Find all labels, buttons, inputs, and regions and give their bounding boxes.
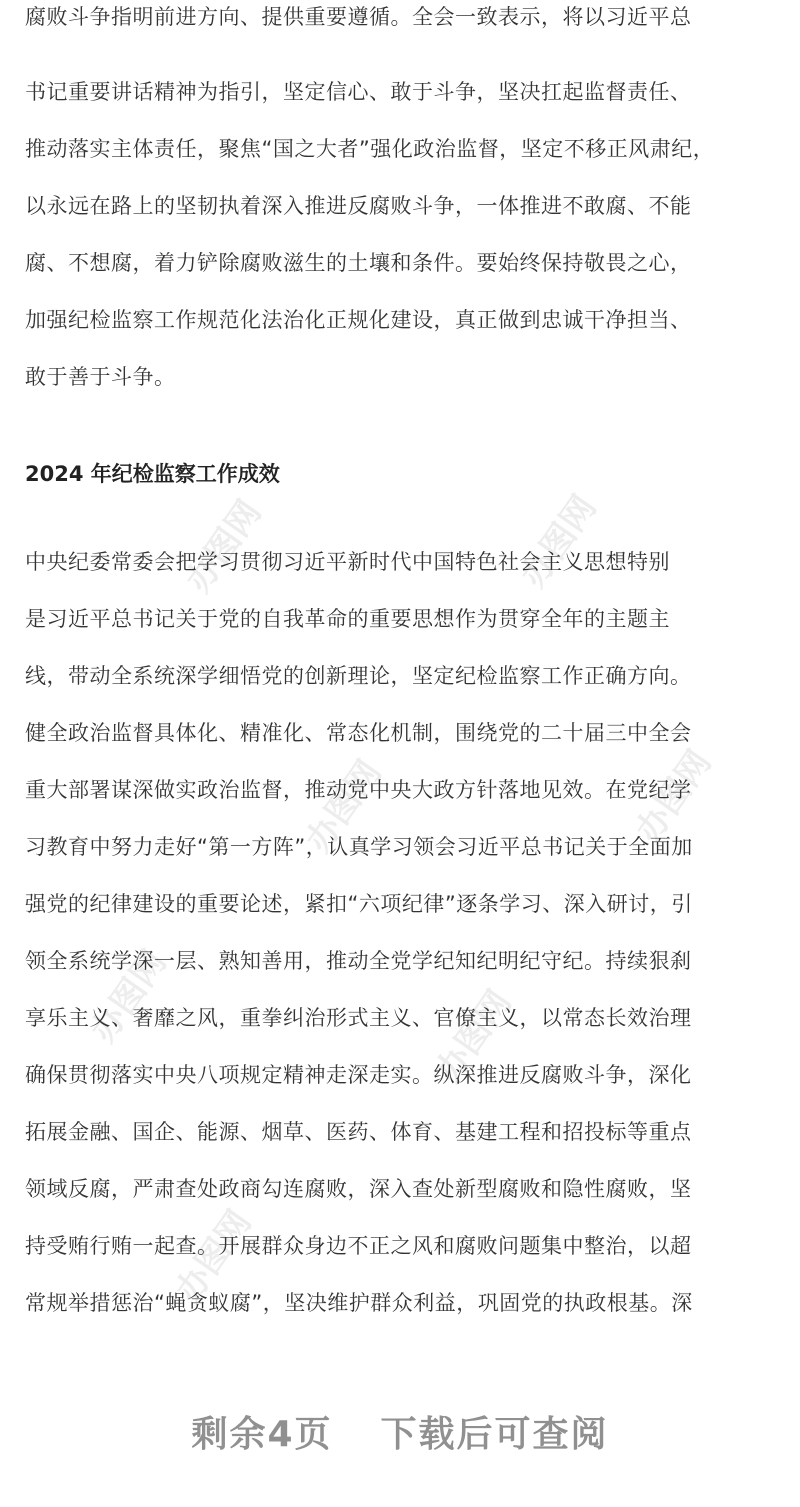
body-text-line: 强党的纪律建设的重要论述，紧扣“六项纪律”逐条学习、深入研讨，引	[25, 892, 693, 916]
remaining-pages-label: 剩余4页	[191, 1414, 333, 1455]
body-text-line: 领全系统学深一层、熟知善用，推动全党学纪知纪明纪守纪。持续狠刹	[25, 949, 692, 973]
download-banner[interactable]	[0, 1400, 800, 1470]
download-to-view-label[interactable]: 下载后可查阅	[380, 1414, 609, 1455]
body-text-line: 是习近平总书记关于党的自我革命的重要思想作为贯穿全年的主题主	[25, 607, 670, 631]
intro-text-line: 书记重要讲话精神为指引，坚定信心、敢于斗争，坚决扛起监督责任、	[25, 80, 692, 104]
watermark: 办图网	[298, 753, 390, 860]
body-text-line: 健全政治监督具体化、精准化、常态化机制，围绕党的二十届三中全会	[25, 721, 692, 745]
watermark: 办图网	[428, 983, 520, 1090]
body-text-line: 中央纪委常委会把学习贯彻习近平新时代中国特色社会主义思想特别	[25, 550, 670, 574]
intro-text-line: 腐败斗争指明前进方向、提供重要遵循。全会一致表示，将以习近平总	[25, 5, 692, 29]
body-text-line: 享乐主义、奢靡之风，重拳纠治形式主义、官僚主义，以常态长效治理	[25, 1006, 692, 1030]
watermark: 办图网	[513, 488, 605, 595]
intro-text-line: 敢于善于斗争。	[25, 365, 176, 389]
intro-text-line: 以永远在路上的坚韧执着深入推进反腐败斗争，一体推进不敢腐、不能	[25, 194, 692, 218]
intro-text-line: 腐、不想腐，着力铲除腐败滋生的土壤和条件。要始终保持敬畏之心，	[25, 251, 692, 275]
watermark: 办图网	[628, 743, 720, 850]
body-text-line: 拓展金融、国企、能源、烟草、医药、体育、基建工程和招投标等重点	[25, 1120, 692, 1144]
body-text-line: 确保贯彻落实中央八项规定精神走深走实。纵深推进反腐败斗争，深化	[25, 1063, 692, 1087]
intro-text-line: 加强纪检监察工作规范化法治化正规化建设，真正做到忠诚干净担当、	[25, 308, 692, 332]
watermark: 办图网	[168, 1203, 260, 1310]
watermark: 办图网	[178, 493, 270, 600]
body-text-line: 持受贿行贿一起查。开展群众身边不正之风和腐败问题集中整治，以超	[25, 1234, 692, 1258]
section-heading: 2024 年纪检监察工作成效	[25, 462, 280, 486]
watermark: 办图网	[83, 943, 175, 1050]
body-text-line: 领域反腐，严肃查处政商勾连腐败，深入查处新型腐败和隐性腐败，坚	[25, 1177, 692, 1201]
body-text-line: 重大部署谋深做实政治监督，推动党中央大政方针落地见效。在党纪学	[25, 778, 692, 802]
intro-text-line: 推动落实主体责任，聚焦“国之大者”强化政治监督，坚定不移正风肃纪，	[25, 137, 715, 161]
body-text-line: 习教育中努力走好“第一方阵”，认真学习领会习近平总书记关于全面加	[25, 835, 693, 859]
body-text-line: 常规举措惩治“蝇贪蚁腐”，坚决维护群众利益，巩固党的执政根基。深	[25, 1291, 693, 1315]
body-text-line: 线，带动全系统深学细悟党的创新理论，坚定纪检监察工作正确方向。	[25, 664, 692, 688]
